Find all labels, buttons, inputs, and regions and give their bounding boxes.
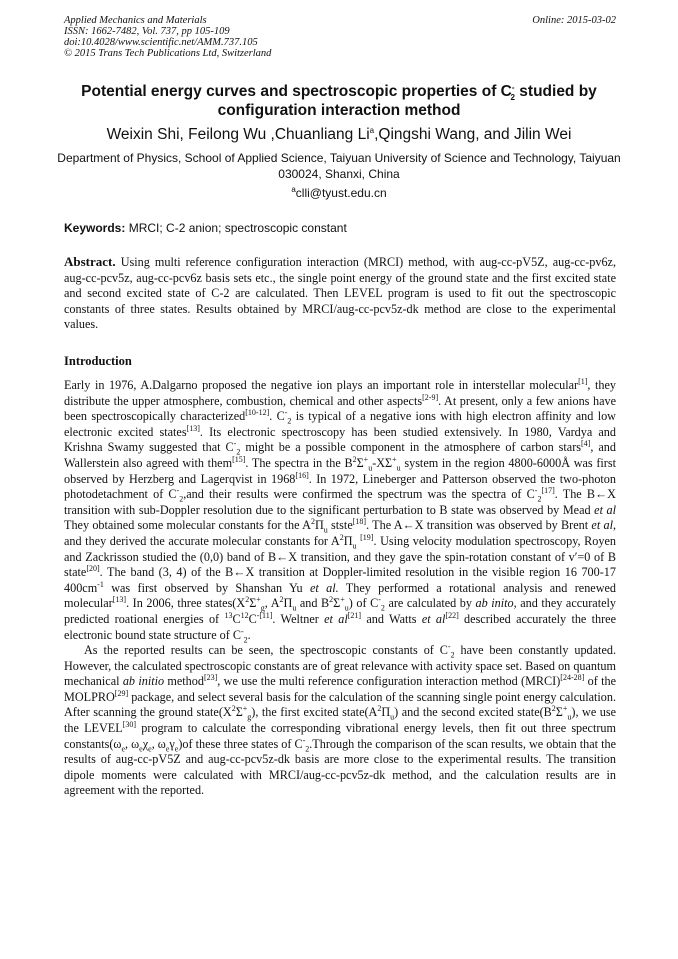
keywords [64,221,616,236]
doi-line: doi:10.4028/www.scientific.net/AMM.737.105 [64,37,258,48]
author-email: $^a$clli@tyust.edu.cn [291,185,387,200]
copyright-line: © 2015 Trans Tech Publications Ltd, Switzerland [64,48,272,59]
section-heading-introduction: Introduction [64,354,132,368]
keywords-text: MRCI; C-2 anion; spectroscopic constant [128,221,347,235]
introduction-body [64,378,616,799]
intro-paragraph-1: Early in 1976, A.Dalgarno proposed the negative ion plays an important role in interstellar molecular[1], they distribute the upper atmosphere, combustion, chemical and other aspects[2-9]. At present, only a few anions have been spectroscopically characterized[10-12]. $C^-_2$ is typical of a negative ions with high electron affinity and low electronic excited states[13]. Its electronic spectroscopy has been studied extensively. In 1980, Vardya and Krishna Swamy suggested that $C^-_2$ might be a possible component in the atmosphere of carbon stars[4], and Wallerstein also agreed with them[15]. The spectra in the $B^2\Sigma^+_u-X\Sigma^+_u$ system in the region 4800-6000Å was first observed by Herzberg and Lagerqvist in 1968[16]. In 1972, Lineberger and Patterson observed the two-photon photodetachment of $C^-_2,and$ their results were confirmed the spectrum was the spectra of $C^-_2[17]$. The B←X transition with sub-Doppler resolution due to the significant perturbation to B state was observed by Mead et al They obtained some molecular constants for the $A^2\Pi_u$ stste[18]. The A←X transition was observed by Brent et al, and they derived the accurate molecular constants for $A^2\Pi_u$ [19]. Using velocity modulation spectroscopy, Royen and Zackrisson studied the (0,0) band of B←X transition, and they gave the spin-rotation constant of v′=0 of B state[20]. The band (3, 4) of the B←X transition at Doppler-limited resolution in the visible region 16 700-17 $400cm^{-1}$ was first observed by Shanshan Yu et al. They performed a rotational analysis and renewed molecular[13]. In 2006, three $states(X^2\Sigma^+_g$, $A^2\Pi_u$ and $B^2\Sigma^+_u$) of $C^-_2$ are calculated by ab inito, and they accurately predicted roational energies of $^{13}C^{12}C^{-[11]}$. Weltner et al[21] and Watts et al[22] described accurately the three electronic bound state structure of $C^-_2$. [64,376,617,644]
affiliation: Department of Physics, School of Applied Science, Taiyuan University of Science and Technology, Taiyuan 030024, Shanxi, China [57,151,621,181]
issn-line: ISSN: 1662-7482, Vol. 737, pp 105-109 [64,26,230,37]
abstract [64,254,616,333]
abstract-text: Using multi reference configuration interaction (MRCI) method, with aug-cc-pV5Z, aug-cc-pv6z, aug-cc-pcv5z, aug-cc-pcv6z basis sets etc., the single point energy of the ground state and the first excited state and second excited state of C-2 are calculated. Then LEVEL program is used to fit out the spectroscopic constants of three states. Results obtained by MRCI/aug-cc-pcv5z-dk method are close to the experimental values. [64,255,616,331]
paper-title: Potential energy curves and spectroscopic properties of $C^-_2$ studied by configuration interaction method [81,82,597,119]
abstract-label: Abstract. [64,254,116,269]
intro-paragraph-2: As the reported results can be seen, the spectroscopic constants of $C^-_2$ have been constantly updated. However, the calculated spectroscopic constants are of great relevance with activity space set. Based on quantum mechanical ab initio method[23], we use the multi reference configuration interaction method (MRCI)[24-28] of the MOLPRO[29] package, and select several basis for the calculation of the scanning single point energy calculation. After scanning the ground $state(X^2\Sigma^+_g)$, the first excited $state(A^2\Pi_u)$ and the second excited $state(B^2\Sigma^+_u)$, we use the LEVEL[30] program to calculate the corresponding vibrational energy levels, then fit out three spectrum $constants(\omega_e$, $\omega_e\chi_e$, $\omega_e\gamma_e)of$ these three states of $C^-_2.Through$ the comparison of the scan results, we obtain that the results of aug-cc-pV5Z and aug-cc-pcv5z-dk basis are more close to the experimental results. The transition dipole moments were calculated with MRCI/aug-cc-pcv5z-dk method, and the calculation results are in agreement with the reported. [64,642,616,798]
online-date: Online: 2015-03-02 [532,15,616,26]
author-list: Weixin Shi, Feilong Wu ,Chuanliang Li$^a$,Qingshi Wang, and Jilin Wei [106,125,572,143]
keywords-label: Keywords: [64,221,126,235]
journal-name: Applied Mechanics and Materials [64,15,207,26]
journal-header [64,15,616,59]
